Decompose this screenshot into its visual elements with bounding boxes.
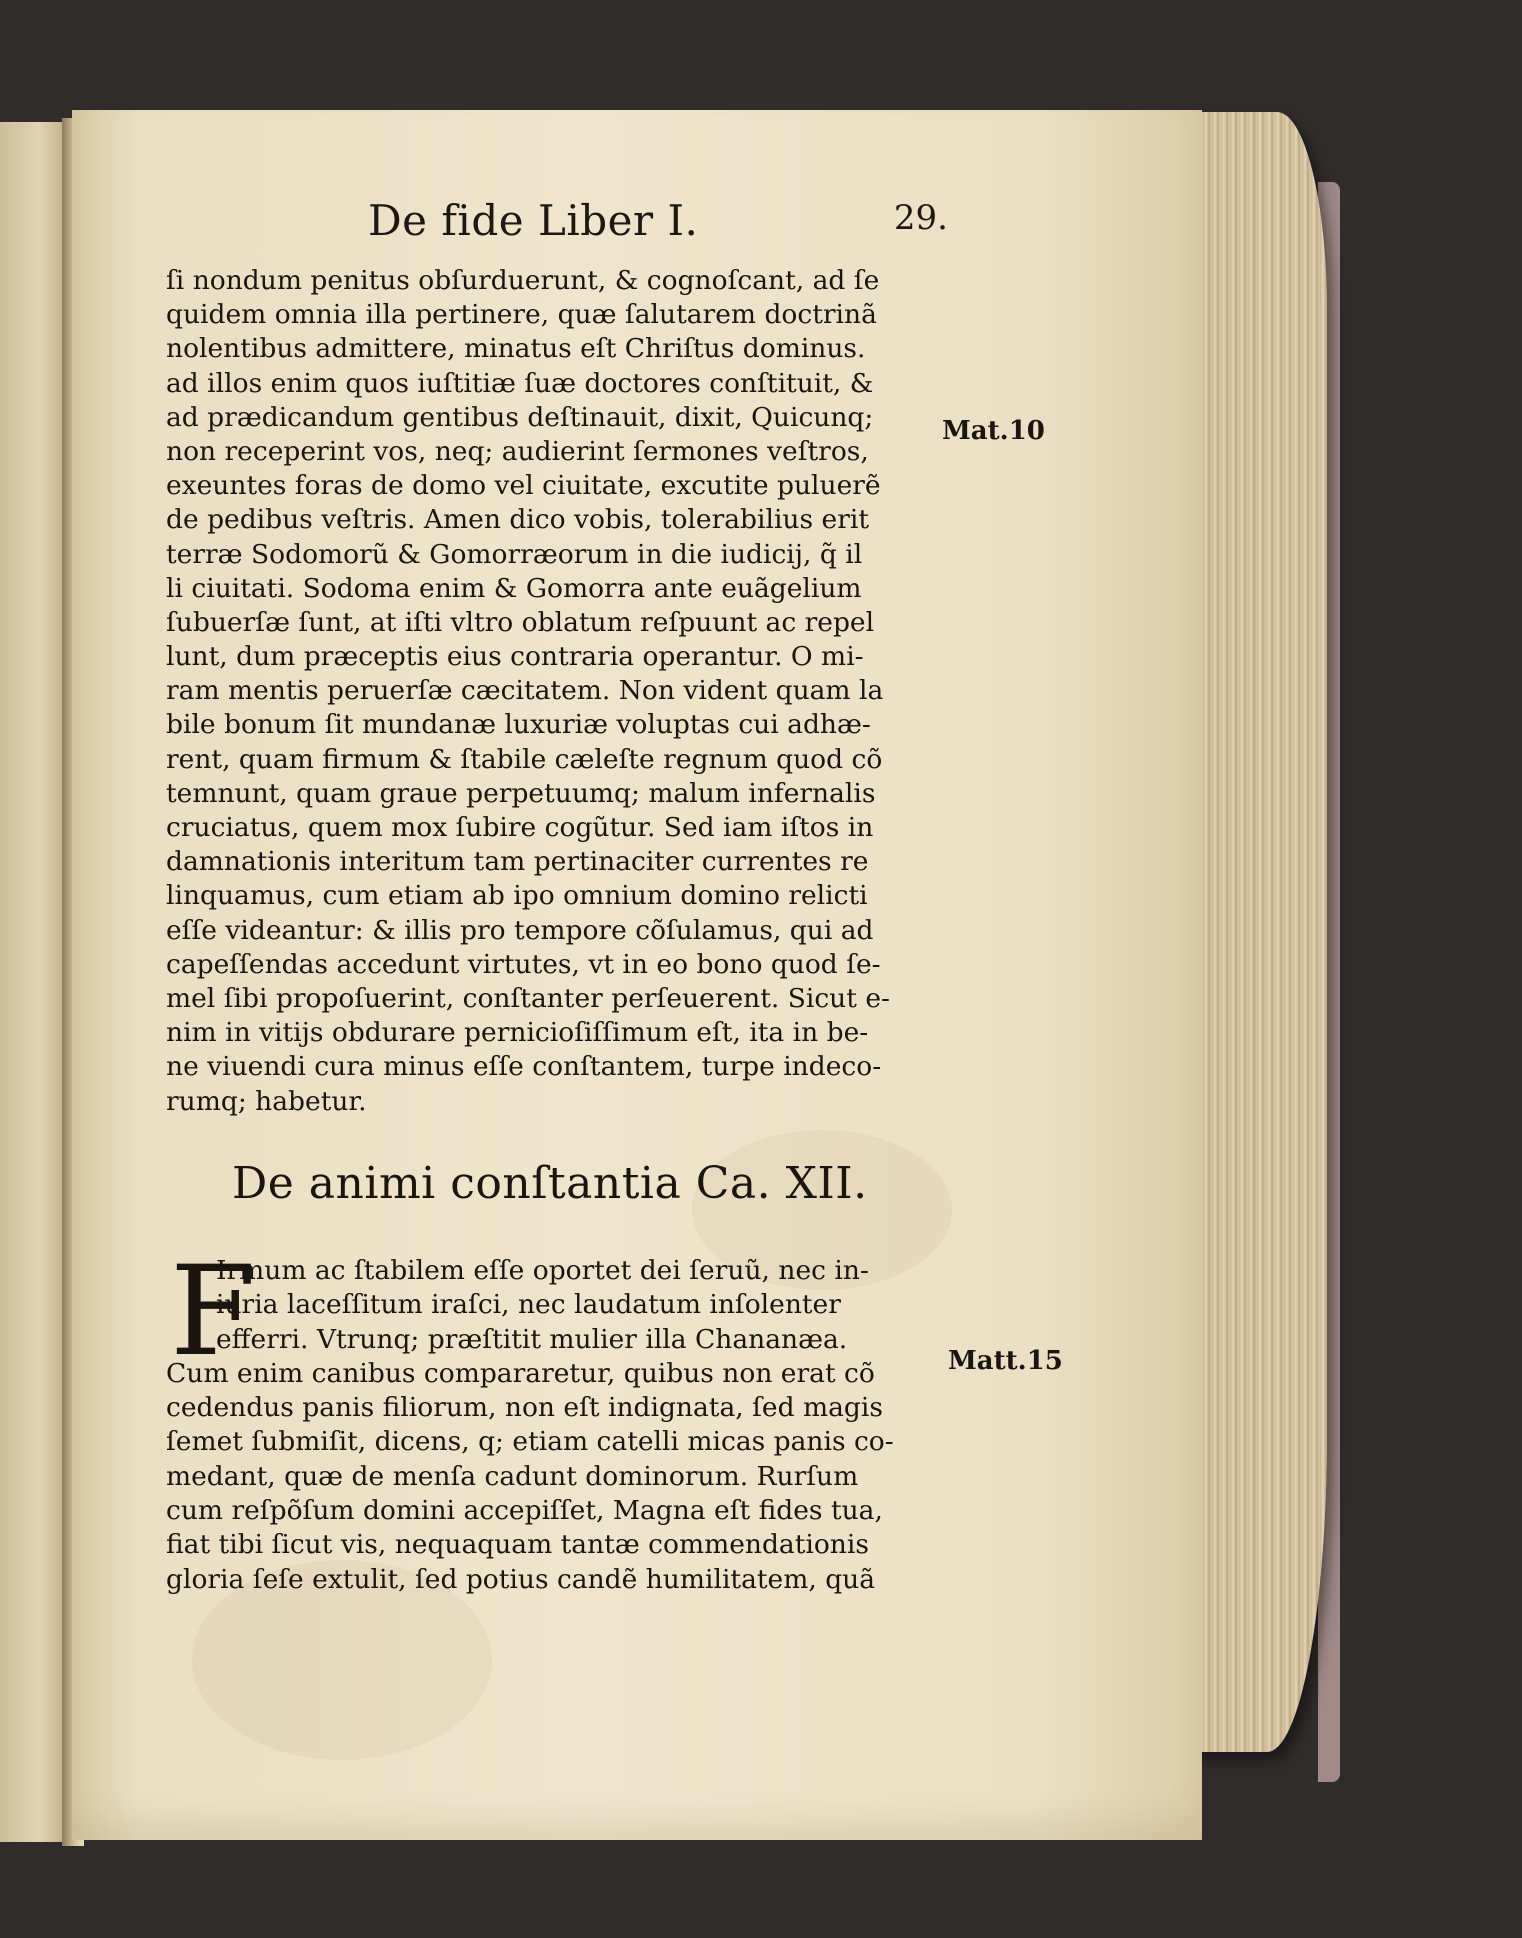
text-line: li ciuitati. Sodoma enim & Gomorra ante euãgelium — [166, 572, 862, 604]
text-line: ſi nondum penitus obſurduerunt, & cognoſcant, ad ſe — [166, 265, 880, 296]
page-number: 29. — [893, 198, 948, 238]
text-line: cedendus panis filiorum, non eſt indignata, ſed magis — [166, 1392, 883, 1424]
text-line: terræ Sodomorũ & Gomorræorum in die iudicij, q̃ il — [166, 538, 863, 570]
text-line: ne viuendi cura minus eſſe conſtantem, turpe indeco- — [166, 1051, 882, 1083]
text-line: Cum enim canibus compararetur, quibus non erat cõ — [166, 1357, 875, 1389]
chapter-heading: De animi conſtantia Ca. XII. — [232, 1158, 868, 1209]
text-line: ad prædicandum gentibus deſtinauit, dixit, Quicunq; — [166, 401, 874, 433]
marginal-note-matt-15: Matt.15 — [948, 1346, 1063, 1376]
text-line: bile bonum ſit mundanæ luxuriæ voluptas cui adhæ- — [166, 709, 871, 741]
text-line: fiat tibi ſicut vis, nequaquam tantæ commendationis — [166, 1529, 869, 1561]
text-line: capeſſendas accedunt virtutes, vt in eo bono quod ſe- — [166, 948, 881, 980]
text-line: damnationis interitum tam pertinaciter currentes re — [166, 846, 869, 878]
text-line: non receperint vos, neq; audierint ſermones veſtros, — [166, 435, 869, 467]
text-line: ſubuerſæ ſunt, at iſti vltro oblatum reſpuunt ac repel — [166, 606, 875, 638]
text-line: eſſe videantur: & illis pro tempore cõſulamus, qui ad — [166, 914, 874, 946]
text-line: quidem omnia illa pertinere, quæ ſalutarem doctrinã — [166, 299, 877, 331]
text-line: ſemet ſubmiſit, dicens, q; etiam catelli micas panis co- — [166, 1426, 894, 1458]
text-line: ram mentis peruerſæ cæcitatem. Non vident quam la — [166, 675, 884, 707]
text-line: cum reſpõſum domini accepiſſet, Magna eſt fides tua, — [166, 1495, 883, 1527]
text-line: ad illos enim quos iuſtitiæ ſuæ doctores conſtituit, & — [166, 367, 874, 399]
text-line: Irmum ac ſtabilem eſſe oportet dei ſeruũ, nec in- — [216, 1255, 869, 1286]
marginal-note-mat-10: Mat.10 — [942, 416, 1045, 446]
text-line: nim in vitijs obdurare pernicioſiſſimum eſt, ita in be- — [166, 1017, 869, 1049]
page-stack-edge — [1185, 112, 1327, 1752]
text-line: medant, quæ de menſa cadunt dominorum. Rurſum — [166, 1460, 859, 1492]
text-line: temnunt, quam graue perpetuumq; malum infernalis — [166, 777, 876, 809]
text-line: mel ſibi propoſuerint, conſtanter perſeuerent. Sicut e- — [166, 982, 890, 1014]
text-line: rent, quam firmum & ſtabile cæleſte regnum quod cõ — [166, 743, 883, 775]
body-text-block — [166, 264, 926, 1119]
text-line: rumq; habetur. — [166, 1085, 367, 1117]
text-line: cruciatus, quem mox ſubire cogũtur. Sed iam iſtos in — [166, 812, 874, 843]
text-line: gloria ſeſe extulit, ſed potius candẽ humilitatem, quã — [166, 1563, 876, 1595]
text-line: linquamus, cum etiam ab ipo omnium domino relicti — [166, 880, 868, 912]
chapter-text-block — [166, 1254, 926, 1597]
running-title: De fide Liber I. — [368, 196, 699, 245]
text-line: efferri. Vtrunq; præſtitit mulier illa Chananæa. — [216, 1323, 848, 1355]
drop-cap: F — [170, 1240, 257, 1384]
text-line: nolentibus admittere, minatus eſt Chriſtus dominus. — [166, 333, 866, 365]
text-line: exeuntes foras de domo vel ciuitate, excutite puluerẽ — [166, 470, 881, 502]
page-header — [368, 196, 948, 256]
text-line: iuria laceſſitum iraſci, nec laudatum inſolenter — [216, 1289, 841, 1321]
text-line: lunt, dum præceptis eius contraria operantur. O mi- — [166, 641, 864, 673]
text-line: de pedibus veſtris. Amen dico vobis, tolerabilius erit — [166, 504, 870, 536]
